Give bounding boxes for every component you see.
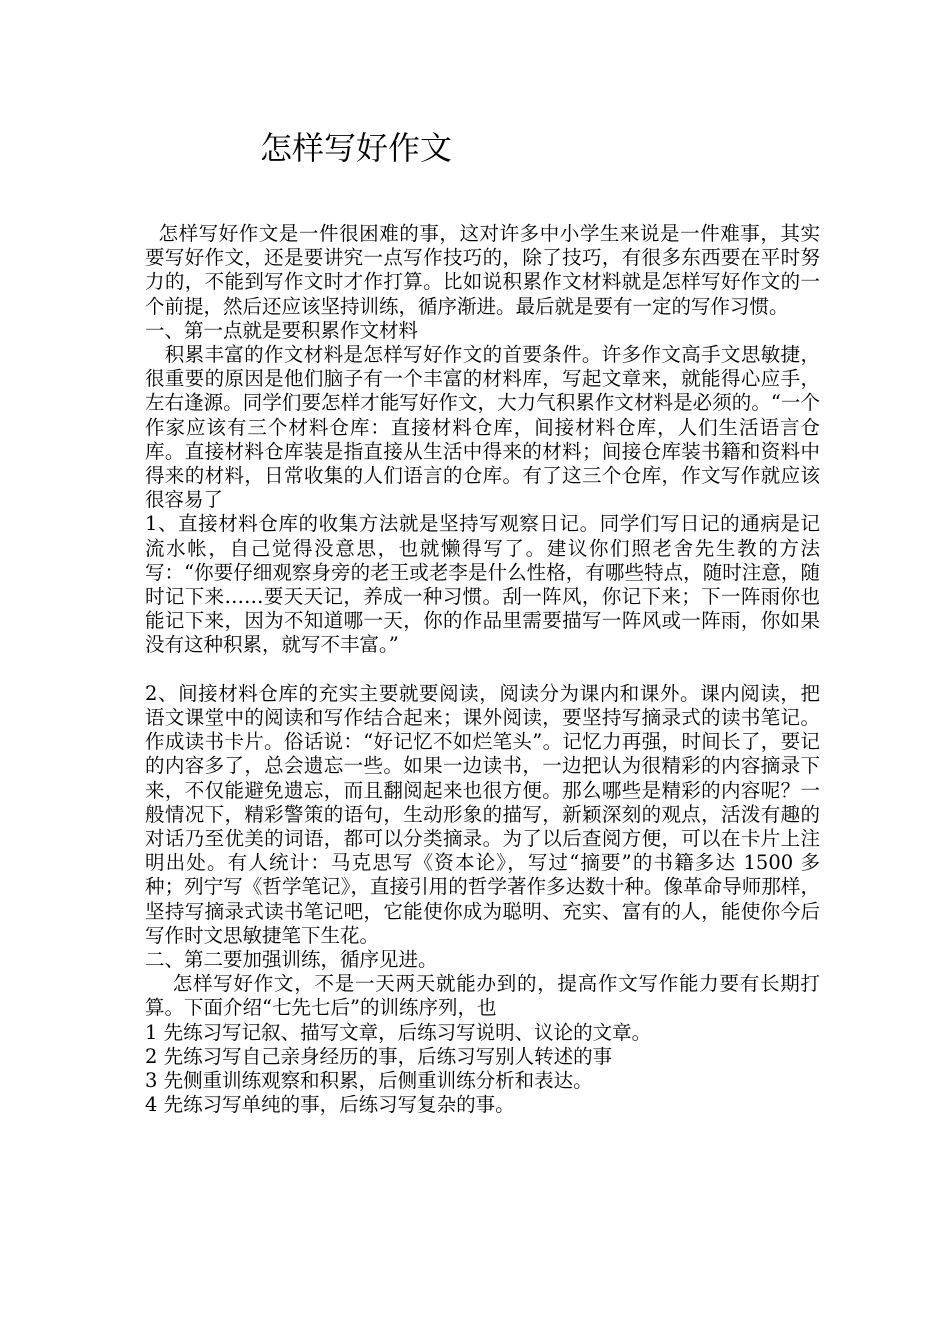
section-1-paragraph: 积累丰富的作文材料是怎样写好作文的首要条件。许多作文高手文思敏捷，很重要的原因是他们脑子有一个丰富的材料库，写起文章来，就能得心应手，左右逢源。同学们要怎样才能写好作文，大力气积累作文材料是必须的。“一个作家应该有三个材料仓库：直接材料仓库，间接材料仓库，人们生活语言仓库。直接材料仓库装是指直接从生活中得来的材料；间接仓库装书籍和资料中得来的材料，日常收集的人们语言的仓库。有了这三个仓库，作文写作就应该很容易了 <box>145 343 820 512</box>
section-2-paragraph: 怎样写好作文，不是一天两天就能办到的，提高作文写作能力要有长期打算。下面介绍“七先七后”的训练序列，也 <box>145 972 820 1020</box>
section-heading-2: 二、第二要加强训练，循序见进。 <box>145 948 438 972</box>
item-1-paragraph: 1、直接材料仓库的收集方法就是坚持写观察日记。同学们写日记的通病是记流水帐，自己觉得没意思，也就懒得写了。建议你们照老舍先生教的方法写：“你要仔细观察身旁的老王或老李是什么性格，有哪些特点，随时注意，随时记下来……要天天记，养成一种习惯。刮一阵风，你记下来；下一阵雨你也能记下来，因为不知道哪一天，你的作品里需要描写一阵风或一阵雨，你如果没有这种积累，就写不丰富。” <box>145 512 820 657</box>
document-body <box>145 222 820 1118</box>
list-item-1: 1 先练习写记叙、描写文章，后练习写说明、议论的文章。 <box>145 1020 652 1044</box>
list-item-4: 4 先练习写单纯的事，后练习写复杂的事。 <box>145 1093 515 1117</box>
list-item-3: 3 先侧重训练观察和积累，后侧重训练分析和表达。 <box>145 1069 593 1093</box>
document-title: 怎样写好作文 <box>260 129 453 167</box>
intro-paragraph: 怎样写好作文是一件很困难的事，这对许多中小学生来说是一件难事，其实要写好作文，还是要讲究一点写作技巧的，除了技巧，有很多东西要在平时努力的，不能到写作文时才作打算。比如说积累作文材料就是怎样写好作文的一个前提，然后还应该坚持训练，循序渐进。最后就是要有一定的写作习惯。 <box>145 222 820 318</box>
section-heading-1: 一、第一点就是要积累作文材料 <box>145 318 419 342</box>
item-2-paragraph: 2、间接材料仓库的充实主要就要阅读，阅读分为课内和课外。课内阅读，把语文课堂中的阅读和写作结合起来；课外阅读，要坚持写摘录式的读书笔记。作成读书卡片。俗话说：“好记忆不如烂笔头”。记忆力再强，时间长了，要记的内容多了，总会遗忘一些。如果一边读书，一边把认为很精彩的内容摘录下来，不仅能避免遗忘，而且翻阅起来也很方便。那么哪些是精彩的内容呢？一般情况下，精彩警策的语句，生动形象的描写，新颖深刻的观点，活泼有趣的对话乃至优美的词语，都可以分类摘录。为了以后查阅方便，可以在卡片上注明出处。有人统计：马克思写《资本论》，写过“摘要”的书籍多达 1500 多种；列宁写《哲学笔记》，直接引用的哲学著作多达数十种。像革命导师那样，坚持写摘录式读书笔记吧，它能使你成为聪明、充实、富有的人，能使你今后写作时文思敏捷笔下生花。 <box>145 681 820 947</box>
blank-line <box>145 658 820 682</box>
list-item-2: 2 先练习写自己亲身经历的事，后练习写别人转述的事 <box>145 1044 613 1068</box>
